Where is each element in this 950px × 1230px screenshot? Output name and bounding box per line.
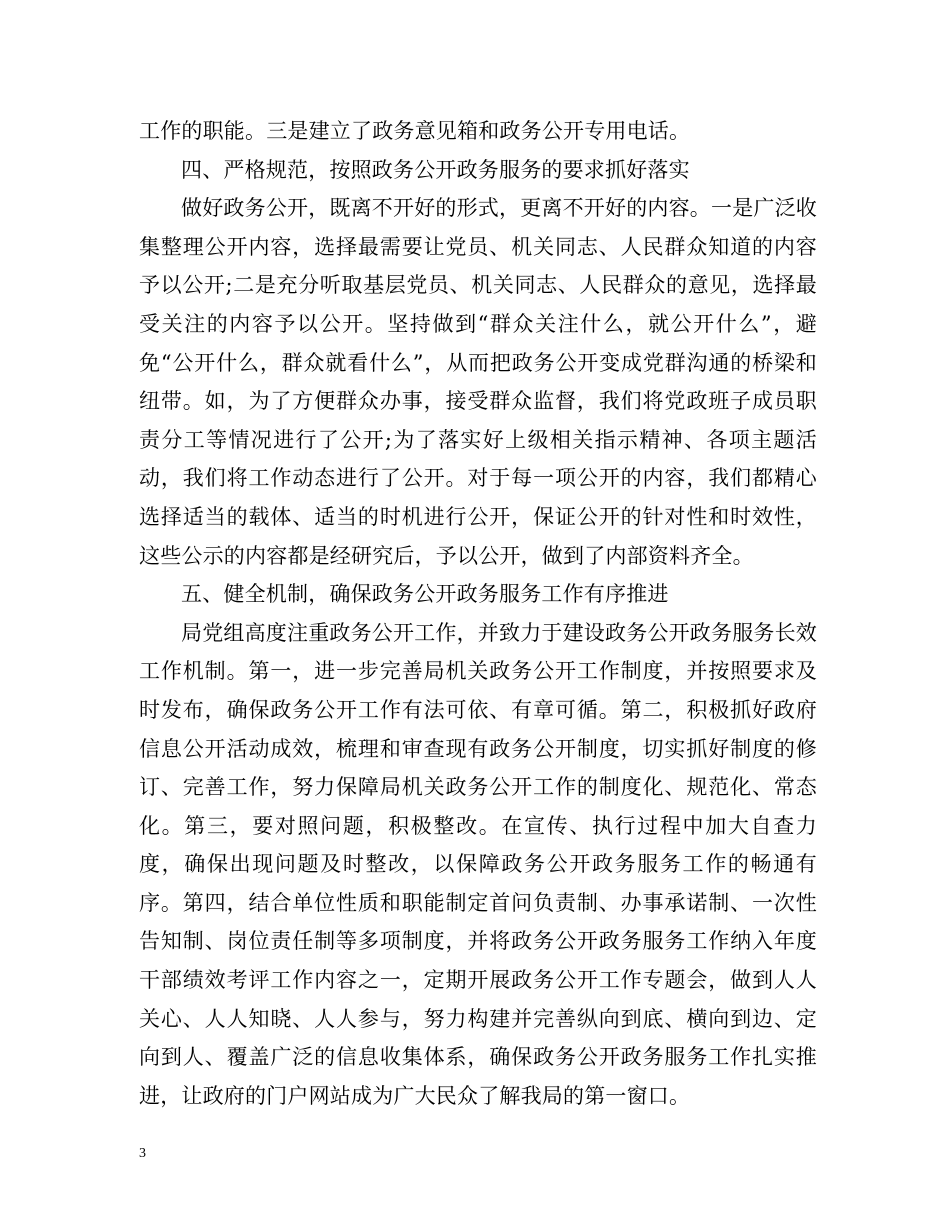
section-heading: 四、严格规范，按照政务公开政务服务的要求抓好落实 — [181, 157, 690, 182]
body-paragraph: 做好政务公开，既离不开好的形式，更离不开好的内容。一是广泛收集整理公开内容，选择最需要让党员、机关同志、人民群众知道的内容予以公开;二是充分听取基层党员、机关同志、人民群众的意见，选择最受关注的内容予以公开。坚持做到“群众关注什么，就公开什么”，避免“公开什么，群众就看什么”，从而把政务公开变成党群沟通的桥梁和纽带。如，为了方便群众办事，接受群众监督，我们将党政班子成员职责分工等情况进行了公开;为了落实好上级相关指示精神、各项主题活动，我们将工作动态进行了公开。对于每一项公开的内容，我们都精心选择适当的载体、适当的时机进行公开，保证公开的针对性和时效性，这些公示的内容都是经研究后，予以公开，做到了内部资料齐全。 — [139, 196, 817, 568]
body-paragraph: 局党组高度注重政务公开工作，并致力于建设政务公开政务服务长效工作机制。第一，进一步完善局机关政务公开工作制度，并按照要求及时发布，确保政务公开工作有法可依、有章可循。第二，积极抓好政府信息公开活动成效，梳理和审查现有政务公开制度，切实抓好制度的修订、完善工作，努力保障局机关政务公开工作的制度化、规范化、常态化。第三，要对照问题，积极整改。在宣传、执行过程中加大自查力度，确保出现问题及时整改，以保障政务公开政务服务工作的畅通有序。第四，结合单位性质和职能制定首问负责制、办事承诺制、一次性告知制、岗位责任制等多项制度，并将政务公开政务服务工作纳入年度干部绩效考评工作内容之一，定期开展政务公开工作专题会，做到人人关心、人人知晓、人人参与，努力构建并完善纵向到底、横向到边、定向到人、覆盖广泛的信息收集体系，确保政务公开政务服务工作扎实推进，让政府的门户网站成为广大民众了解我局的第一窗口。 — [139, 620, 817, 1108]
body-paragraph: 工作的职能。三是建立了政务意见箱和政务公开专用电话。 — [139, 119, 691, 143]
document-body — [139, 112, 817, 1115]
page-number: 3 — [139, 1146, 146, 1161]
section-heading: 五、健全机制，确保政务公开政务服务工作有序推进 — [181, 582, 669, 607]
